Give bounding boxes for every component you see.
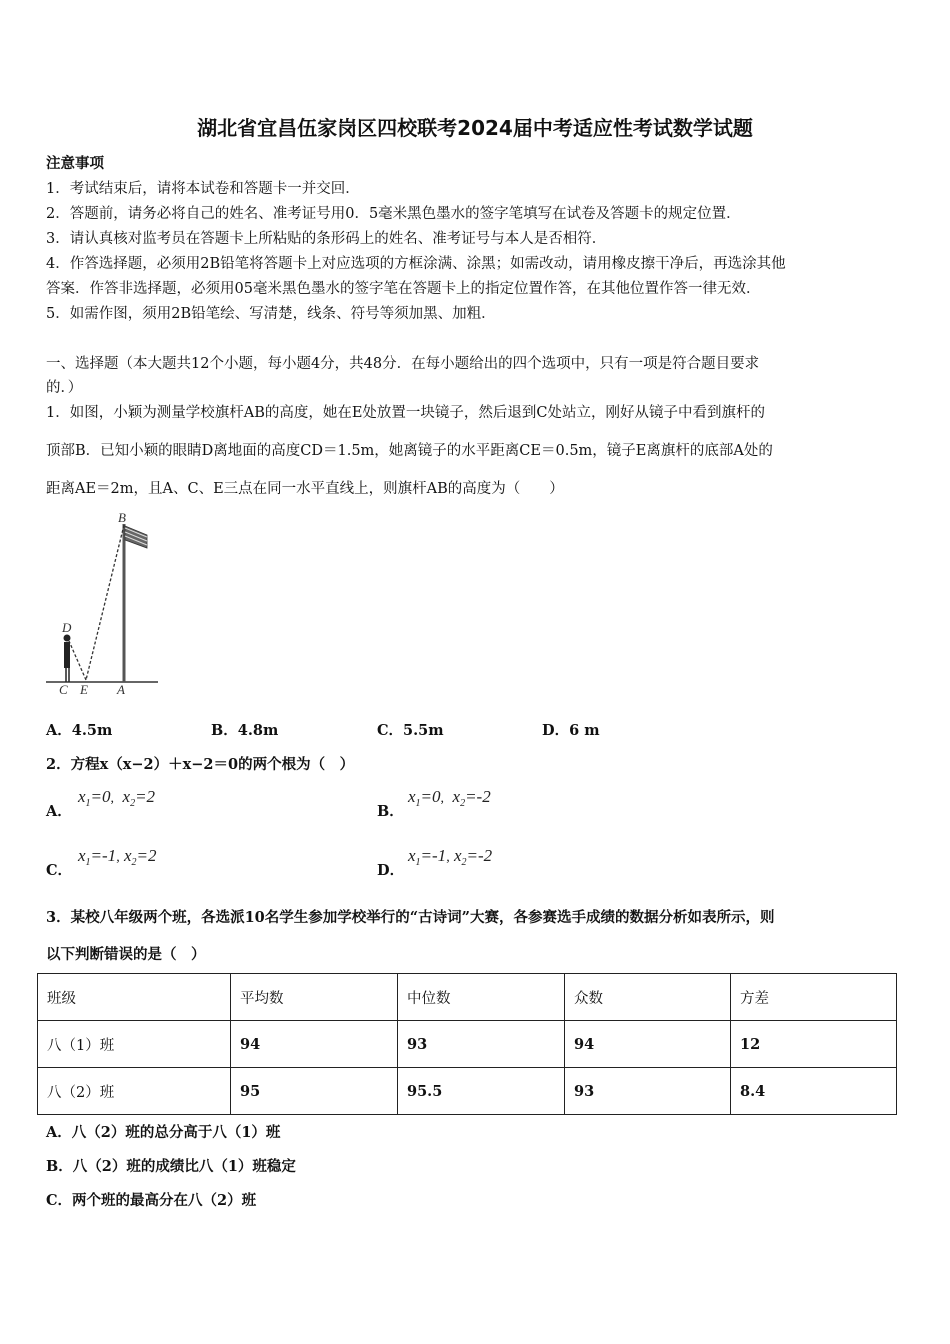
notice-item-4: 4．作答选择题，必须用2B铅笔将答题卡上对应选项的方框涂满、涂黑；如需改动，请用橡皮擦干净后，再选涂其他 xyxy=(46,256,786,272)
notice-item-4-cont: 答案．作答非选择题，必须用05毫米黑色墨水的签字笔在答题卡上的指定位置作答，在其他位置作答一律无效． xyxy=(46,281,761,297)
q3-option-a: A．八（2）班的总分高于八（1）班 xyxy=(46,1124,281,1141)
table-header-cell: 班级 xyxy=(38,974,231,1021)
q2-option-d-letter: D． xyxy=(377,862,405,879)
label-A: A xyxy=(117,682,125,697)
q2-option-b: $x_1=0$, $x_2=-2$ xyxy=(408,787,491,809)
q1-option-b: B．4.8m xyxy=(211,722,279,739)
page-title: 湖北省宜昌伍家岗区四校联考2024届中考适应性考试数学试题 xyxy=(197,116,753,140)
table-header-cell: 方差 xyxy=(731,974,897,1021)
section-heading-cont: 的．） xyxy=(46,380,83,396)
label-D: D xyxy=(62,620,72,635)
table-row xyxy=(38,1068,897,1115)
table-header-cell: 中位数 xyxy=(398,974,565,1021)
q1-option-a: A．4.5m xyxy=(46,722,113,739)
table-cell: 93 xyxy=(565,1068,731,1115)
q2-option-c-letter: C． xyxy=(46,862,73,879)
q1-stem-line2: 顶部B．已知小颖的眼睛D离地面的高度CD＝1.5m，她离镜子的水平距离CE＝0.5m，镜子E离旗杆的底部A处的 xyxy=(46,443,773,459)
table-cell: 94 xyxy=(565,1021,731,1068)
table-cell: 95 xyxy=(231,1068,398,1115)
q2-option-d: $x_1=-1$, $x_2=-2$ xyxy=(408,846,493,868)
table-cell: 12 xyxy=(731,1021,897,1068)
table-row xyxy=(38,1021,897,1068)
q2-option-c: $x_1=-1$, $x_2=2$ xyxy=(78,846,157,868)
q2-stem: 2．方程x（x−2）＋x−2＝0的两个根为（ ） xyxy=(46,756,355,773)
section-heading: 一、选择题（本大题共12个小题，每小题4分，共48分．在每小题给出的四个选项中，只有一项是符合题目要求 xyxy=(46,356,760,372)
reflection-line-upper xyxy=(86,525,124,680)
table-header-cell: 众数 xyxy=(565,974,731,1021)
q1-stem-line3: 距离AE＝2m，且A、C、E三点在同一水平直线上，则旗杆AB的高度为（ ） xyxy=(46,481,564,497)
table-cell: 八（2）班 xyxy=(38,1068,231,1115)
table-header-row xyxy=(38,974,897,1021)
notice-item-2: 2．答题前，请务必将自己的姓名、准考证号用0．5毫米黑色墨水的签字笔填写在试卷及答题卡的规定位置． xyxy=(46,206,741,222)
q2-option-a-letter: A． xyxy=(46,803,72,820)
table-cell: 8.4 xyxy=(731,1068,897,1115)
q3-option-b: B．八（2）班的成绩比八（1）班稳定 xyxy=(46,1158,296,1175)
notice-item-3: 3．请认真核对监考员在答题卡上所粘贴的条形码上的姓名、准考证号与本人是否相符． xyxy=(46,231,607,247)
q3-data-table xyxy=(37,973,897,1115)
table-cell: 95.5 xyxy=(398,1068,565,1115)
q1-option-c: C．5.5m xyxy=(377,722,444,739)
table-cell: 94 xyxy=(231,1021,398,1068)
table-header-cell: 平均数 xyxy=(231,974,398,1021)
q2-option-b-letter: B． xyxy=(377,803,404,820)
label-E: E xyxy=(80,682,88,697)
label-B: B xyxy=(118,510,126,525)
q3-stem-line2: 以下判断错误的是（ ） xyxy=(46,946,206,963)
q1-stem-line1: 1．如图，小颖为测量学校旗杆AB的高度，她在E处放置一块镜子，然后退到C处站立，刚好从镜子中看到旗杆的 xyxy=(46,405,766,421)
person xyxy=(64,642,70,668)
notice-item-1: 1．考试结束后，请将本试卷和答题卡一并交回． xyxy=(46,181,360,197)
table-cell: 93 xyxy=(398,1021,565,1068)
reflection-line-lower xyxy=(69,641,86,680)
table-cell: 八（1）班 xyxy=(38,1021,231,1068)
q1-option-d: D．6 m xyxy=(542,722,600,739)
q3-stem-line1: 3．某校八年级两个班，各选派10名学生参加学校举行的“古诗词”大赛，各参赛选手成绩的数据分析如表所示，则 xyxy=(46,909,775,926)
notice-heading: 注意事项 xyxy=(46,155,104,172)
flagpole-figure xyxy=(40,508,165,700)
notice-item-5: 5．如需作图，须用2B铅笔绘、写清楚，线条、符号等须加黑、加粗． xyxy=(46,306,496,322)
q2-option-a: $x_1=0$, $x_2=2$ xyxy=(78,787,156,809)
label-C: C xyxy=(59,682,68,697)
q3-option-c: C．两个班的最高分在八（2）班 xyxy=(46,1192,257,1209)
